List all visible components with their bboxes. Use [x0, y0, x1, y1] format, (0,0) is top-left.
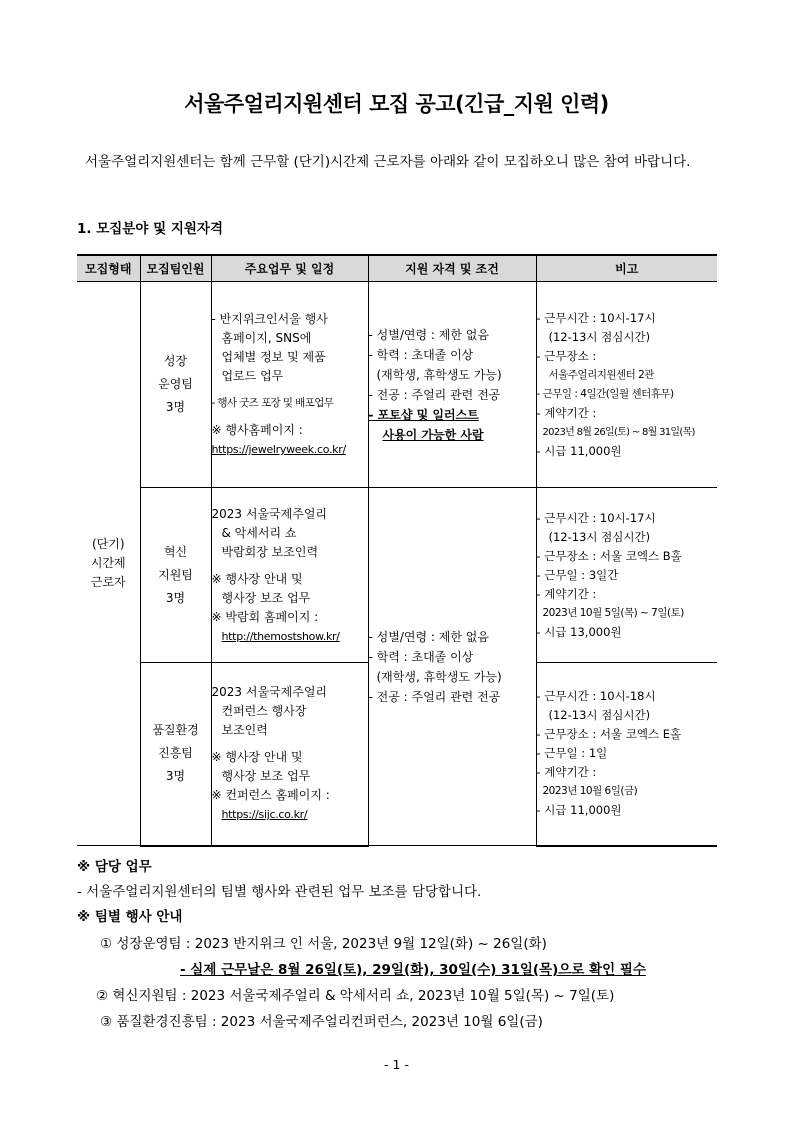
event-heading: ※ 팀별 행사 안내	[77, 909, 183, 925]
header-duties: 주요업무 및 일정	[211, 255, 368, 282]
intro-paragraph: 서울주얼리지원센터는 함께 근무할 (단기)시간제 근로자를 아래와 같이 모집하오니 많은 참여 바랍니다.	[85, 154, 691, 170]
duties-cell: 2023 서울국제주얼리 & 악세서리 쇼 박람회장 보조인력 ※ 행사장 안내 및 행사장 보조 업무 ※ 박람회 홈페이지 : http://themostshow.kr/	[211, 488, 368, 663]
event-homepage-link[interactable]: https://jewelryweek.co.kr/	[211, 443, 346, 456]
recruitment-table	[77, 254, 717, 847]
conditions-cell: - 성별/연령 : 제한 없음 - 학력 : 초대졸 이상 (재학생, 휴학생도 가능) - 전공 : 주얼리 관련 전공 - 포토샵 및 일러스트 사용이 가능한 사람	[368, 282, 536, 488]
header-conditions: 지원 자격 및 조건	[368, 255, 536, 282]
conference-homepage-link[interactable]: https://sijc.co.kr/	[221, 808, 308, 822]
team-cell: 성장 운영팀 3명	[140, 282, 211, 488]
page-number: - 1 -	[384, 1057, 409, 1072]
team-cell: 혁신 지원팀 3명	[140, 488, 211, 663]
table-row	[77, 282, 717, 488]
notes-cell: - 근무시간 : 10시-17시 (12-13시 점심시간) - 근무장소 : 서울주얼리지원센터 2관 - 근무일 : 4일간(일월 센터휴무) - 계약기간 : 2023년 8월 26일(토) ~ 8월 31일(목) - 시급 11,000원	[536, 282, 717, 488]
duty-heading: ※ 담당 업무	[77, 859, 152, 875]
event-item-3: ③ 품질환경진흥팀 : 2023 서울국제주얼리컨퍼런스, 2023년 10월 6일(금)	[100, 1014, 543, 1030]
section-heading-recruitment: 1. 모집분야 및 지원자격	[77, 221, 223, 237]
event-item-1-note: - 실제 근무날은 8월 26일(토), 29일(화), 30일(수) 31일(목)으로 확인 필수	[180, 962, 646, 978]
event-item-1: ① 성장운영팀 : 2023 반지위크 인 서울, 2023년 9월 12일(화) ~ 26일(화)	[100, 936, 547, 952]
expo-homepage-link[interactable]: http://themostshow.kr/	[221, 629, 340, 643]
shared-conditions-cell: - 성별/연령 : 제한 없음 - 학력 : 초대졸 이상 (재학생, 휴학생도 가능) - 전공 : 주얼리 관련 전공	[368, 488, 536, 846]
page-title: 서울주얼리지원센터 모집 공고(긴급_지원 인력)	[184, 92, 609, 116]
header-notes: 비고	[536, 255, 717, 282]
table-row	[77, 488, 717, 663]
table-header-row	[77, 255, 717, 282]
header-type: 모집형태	[77, 255, 140, 282]
duties-cell: - 반지위크인서울 행사 홈페이지, SNS에 업체별 정보 및 제품 업로드 업무 - 행사 굿즈 포장 및 배포업무 ※ 행사홈페이지 : https://jewelryweek.co.kr/	[211, 282, 368, 488]
event-item-2: ② 혁신지원팀 : 2023 서울국제주얼리 & 악세서리 쇼, 2023년 10월 5일(목) ~ 7일(토)	[96, 988, 615, 1004]
notes-cell: - 근무시간 : 10시-17시 (12-13시 점심시간) - 근무장소 : 서울 코엑스 B홀 - 근무일 : 3일간 - 계약기간 : 2023년 10월 5일(목) ~ 7일(토) - 시급 13,000원	[536, 488, 717, 663]
team-cell: 품질환경 진흥팀 3명	[140, 663, 211, 846]
duty-text: - 서울주얼리지원센터의 팀별 행사와 관련된 업무 보조를 담당합니다.	[77, 884, 482, 900]
notes-cell: - 근무시간 : 10시-18시 (12-13시 점심시간) - 근무장소 : 서울 코엑스 E홀 - 근무일 : 1일 - 계약기간 : 2023년 10월 6일(금) - 시급 11,000원	[536, 663, 717, 846]
employment-type-cell	[77, 282, 140, 846]
employment-type: (단기) 시간제 근로자	[90, 537, 126, 589]
header-team: 모집팀인원	[140, 255, 211, 282]
duties-cell: 2023 서울국제주얼리 컨퍼런스 행사장 보조인력 ※ 행사장 안내 및 행사장 보조 업무 ※ 컨퍼런스 홈페이지 : https://sijc.co.kr/	[211, 663, 368, 846]
